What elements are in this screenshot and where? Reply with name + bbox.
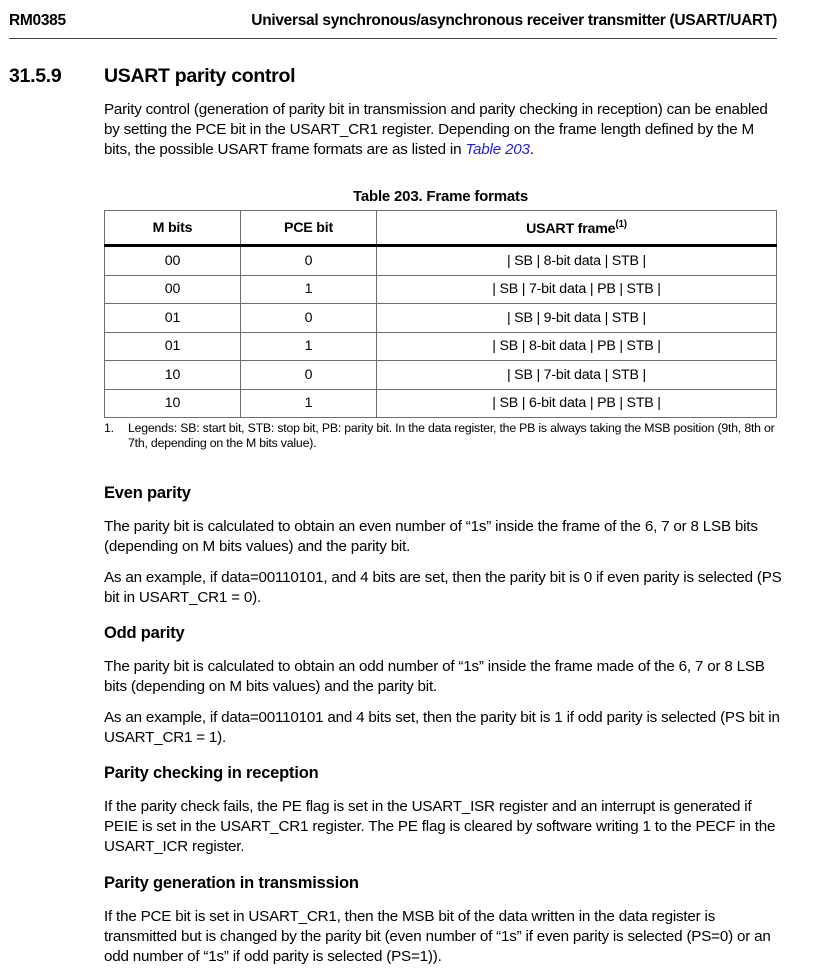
table-header-row [105, 211, 777, 246]
table-row [105, 389, 777, 418]
cell-pce-bit: 0 [241, 304, 377, 333]
table-row [105, 361, 777, 390]
cell-pce-bit: 0 [241, 246, 377, 276]
table-row [105, 304, 777, 333]
even-parity-heading: Even parity [104, 484, 191, 502]
cell-usart-frame: | SB | 7-bit data | STB | [377, 361, 777, 390]
document-id: RM0385 [9, 12, 66, 29]
parity-generation-heading: Parity generation in transmission [104, 874, 359, 892]
cell-m-bits: 00 [105, 275, 241, 304]
even-parity-paragraph-1: The parity bit is calculated to obtain an even number of “1s” inside the frame of the 6, 7 or 8 LSB bits (depending on M bits values) and the parity bit. [104, 518, 758, 555]
cell-usart-frame: | SB | 6-bit data | PB | STB | [377, 389, 777, 418]
cell-m-bits: 00 [105, 246, 241, 276]
intro-paragraph [104, 100, 784, 160]
header-pce-bit: PCE bit [241, 211, 377, 246]
header-m-bits: M bits [105, 211, 241, 246]
cell-m-bits: 01 [105, 304, 241, 333]
chapter-title: Universal synchronous/asynchronous receiver transmitter (USART/UART) [251, 12, 777, 29]
cell-usart-frame: | SB | 8-bit data | STB | [377, 246, 777, 276]
header-usart-frame-label: USART frame [526, 220, 616, 237]
section-title: USART parity control [104, 65, 296, 87]
odd-parity-paragraph-1: The parity bit is calculated to obtain an odd number of “1s” inside the frame made of the 6, 7 or 8 LSB bits (depending on M bits values) and the parity bit. [104, 658, 765, 695]
footnote-text: Legends: SB: start bit, STB: stop bit, PB: parity bit. In the data register, the PB is always taking the MSB position (9th, 8th or 7th, depending on the M bits value). [128, 421, 775, 450]
cell-usart-frame: | SB | 8-bit data | PB | STB | [377, 332, 777, 361]
intro-text-end: . [529, 141, 534, 158]
footnote-ref: (1) [615, 218, 627, 230]
frame-formats-table [104, 210, 777, 418]
table-link[interactable]: Table 203 [465, 141, 530, 158]
intro-text: Parity control (generation of parity bit in transmission and parity checking in reception) can be enabled by setting the PCE bit in the USART_CR1 register. Depending on the frame length defined by the M bits, the possible USART frame formats are as listed in [104, 101, 768, 158]
cell-pce-bit: 1 [241, 275, 377, 304]
cell-usart-frame: | SB | 7-bit data | PB | STB | [377, 275, 777, 304]
parity-generation-paragraph: If the PCE bit is set in USART_CR1, then the MSB bit of the data written in the data register is transmitted but is changed by the parity bit (even number of “1s” if even parity is selected (PS=0) or an odd number of “1s” if odd parity is selected (PS=1)). [104, 908, 771, 965]
cell-pce-bit: 1 [241, 389, 377, 418]
cell-pce-bit: 1 [241, 332, 377, 361]
table-row [105, 275, 777, 304]
even-parity-paragraph-2: As an example, if data=00110101, and 4 bits are set, then the parity bit is 0 if even parity is selected (PS bit in USART_CR1 = 0). [104, 569, 782, 606]
header-usart-frame [377, 211, 777, 246]
cell-usart-frame: | SB | 9-bit data | STB | [377, 304, 777, 333]
cell-m-bits: 10 [105, 361, 241, 390]
table-caption: Table 203. Frame formats [353, 188, 528, 205]
parity-checking-paragraph: If the parity check fails, the PE flag is set in the USART_ISR register and an interrupt is generated if PEIE is set in the USART_CR1 register. The PE flag is cleared by software writing 1 to the PECF in the USART_ICR register. [104, 798, 776, 855]
footnote-number: 1. [104, 421, 114, 435]
section-number: 31.5.9 [9, 65, 62, 87]
parity-checking-heading: Parity checking in reception [104, 764, 319, 782]
cell-pce-bit: 0 [241, 361, 377, 390]
table-row [105, 246, 777, 276]
odd-parity-heading: Odd parity [104, 624, 185, 642]
table-row [105, 332, 777, 361]
cell-m-bits: 01 [105, 332, 241, 361]
page-header [9, 12, 777, 39]
table-footnote [104, 421, 784, 450]
odd-parity-paragraph-2: As an example, if data=00110101 and 4 bits set, then the parity bit is 1 if odd parity is selected (PS bit in USART_CR1 = 1). [104, 709, 780, 746]
cell-m-bits: 10 [105, 389, 241, 418]
